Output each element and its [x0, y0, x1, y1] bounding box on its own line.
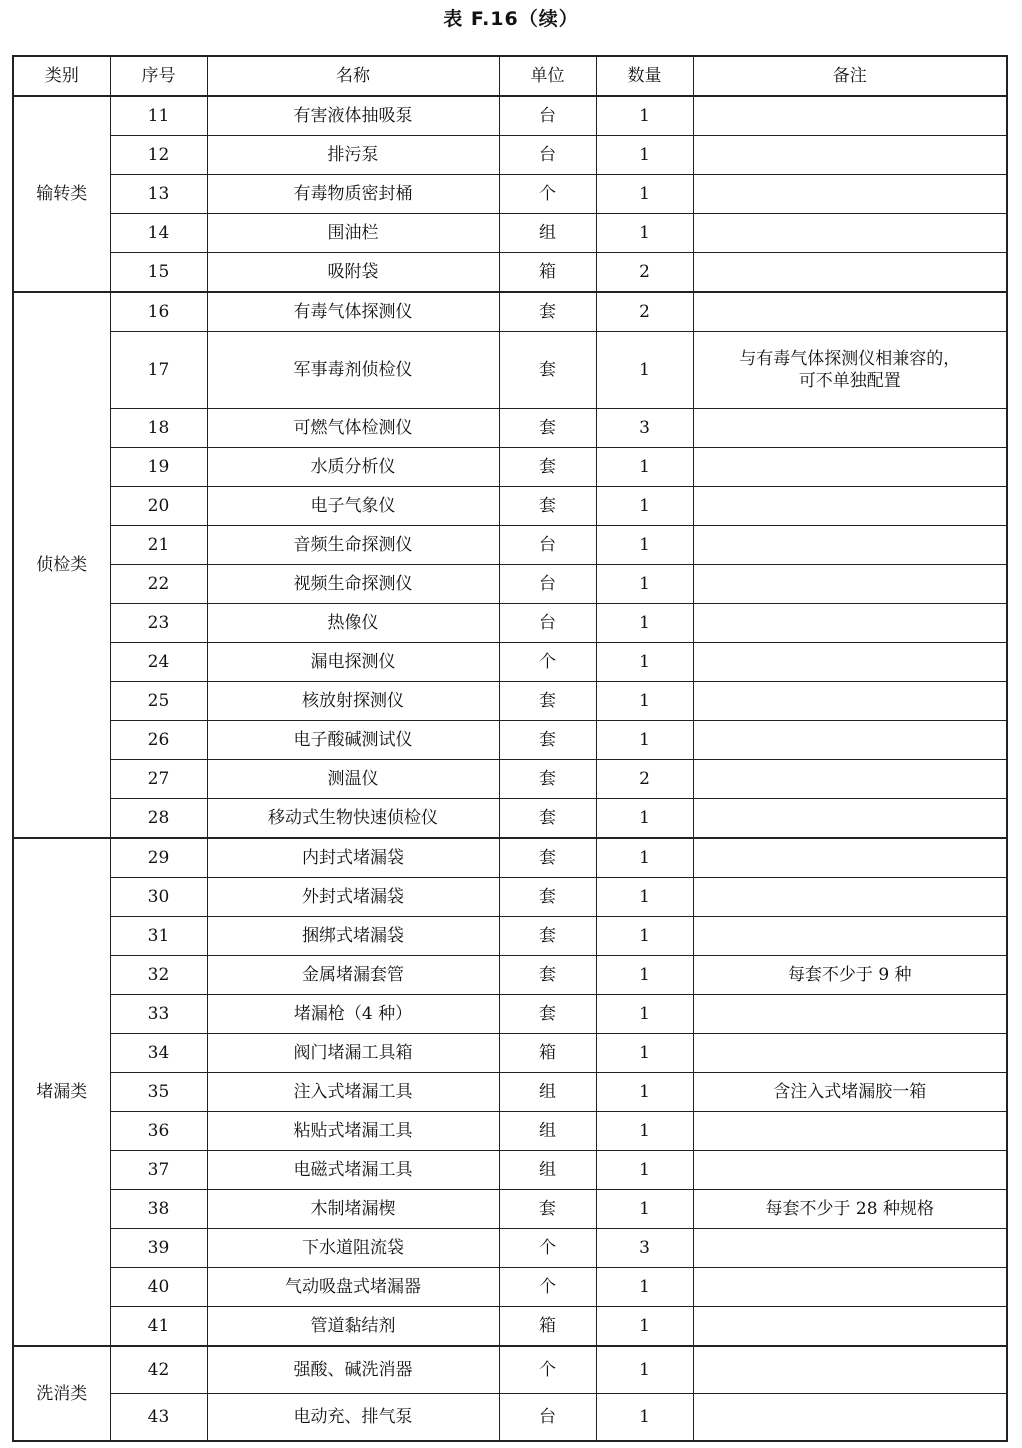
- quantity-cell: 1: [596, 1394, 693, 1442]
- name-cell: 阀门堵漏工具箱: [207, 1034, 499, 1073]
- note-cell: [693, 1307, 1007, 1347]
- number-cell: 28: [110, 799, 207, 839]
- note-cell: [693, 253, 1007, 293]
- note-cell: [693, 721, 1007, 760]
- note-cell: [693, 136, 1007, 175]
- note-cell: [693, 1229, 1007, 1268]
- name-cell: 捆绑式堵漏袋: [207, 917, 499, 956]
- table-row: [13, 175, 1007, 214]
- category-cell: 堵漏类: [13, 838, 110, 1346]
- number-cell: 23: [110, 604, 207, 643]
- number-cell: 22: [110, 565, 207, 604]
- quantity-cell: 1: [596, 1112, 693, 1151]
- header-row: [13, 56, 1007, 96]
- name-cell: 移动式生物快速侦检仪: [207, 799, 499, 839]
- table-row: [13, 526, 1007, 565]
- note-cell: [693, 1394, 1007, 1442]
- number-cell: 41: [110, 1307, 207, 1347]
- quantity-cell: 1: [596, 526, 693, 565]
- note-cell: [693, 292, 1007, 332]
- name-cell: 外封式堵漏袋: [207, 878, 499, 917]
- number-cell: 18: [110, 409, 207, 448]
- unit-cell: 套: [499, 721, 596, 760]
- table-row: [13, 487, 1007, 526]
- unit-cell: 套: [499, 799, 596, 839]
- number-cell: 42: [110, 1346, 207, 1394]
- note-cell: [693, 643, 1007, 682]
- number-cell: 14: [110, 214, 207, 253]
- note-cell: [693, 214, 1007, 253]
- number-cell: 13: [110, 175, 207, 214]
- name-cell: 漏电探测仪: [207, 643, 499, 682]
- quantity-cell: 1: [596, 838, 693, 878]
- unit-cell: 套: [499, 682, 596, 721]
- unit-cell: 套: [499, 838, 596, 878]
- table-row: [13, 1073, 1007, 1112]
- table-row: [13, 1229, 1007, 1268]
- note-cell: 每套不少于 9 种: [693, 956, 1007, 995]
- unit-cell: 套: [499, 917, 596, 956]
- number-cell: 25: [110, 682, 207, 721]
- category-cell: 侦检类: [13, 292, 110, 838]
- table-row: [13, 214, 1007, 253]
- unit-cell: 套: [499, 760, 596, 799]
- note-cell: 每套不少于 28 种规格: [693, 1190, 1007, 1229]
- quantity-cell: 1: [596, 917, 693, 956]
- unit-cell: 箱: [499, 1034, 596, 1073]
- note-cell: [693, 878, 1007, 917]
- quantity-cell: 2: [596, 253, 693, 293]
- quantity-cell: 1: [596, 956, 693, 995]
- table-row: [13, 292, 1007, 332]
- number-cell: 43: [110, 1394, 207, 1442]
- note-cell: [693, 96, 1007, 136]
- unit-cell: 套: [499, 292, 596, 332]
- note-cell: [693, 604, 1007, 643]
- quantity-cell: 1: [596, 682, 693, 721]
- table-row: [13, 136, 1007, 175]
- unit-cell: 组: [499, 214, 596, 253]
- table-row: [13, 760, 1007, 799]
- quantity-cell: 1: [596, 175, 693, 214]
- number-cell: 36: [110, 1112, 207, 1151]
- note-cell: 含注入式堵漏胶一箱: [693, 1073, 1007, 1112]
- unit-cell: 台: [499, 136, 596, 175]
- quantity-cell: 1: [596, 1034, 693, 1073]
- note-cell: [693, 448, 1007, 487]
- unit-cell: 个: [499, 1229, 596, 1268]
- number-cell: 27: [110, 760, 207, 799]
- unit-cell: 台: [499, 1394, 596, 1442]
- number-cell: 24: [110, 643, 207, 682]
- header-quantity: 数量: [596, 56, 693, 96]
- number-cell: 16: [110, 292, 207, 332]
- name-cell: 电动充、排气泵: [207, 1394, 499, 1442]
- name-cell: 有毒气体探测仪: [207, 292, 499, 332]
- table-row: [13, 1190, 1007, 1229]
- table-row: [13, 448, 1007, 487]
- unit-cell: 组: [499, 1112, 596, 1151]
- note-cell: [693, 526, 1007, 565]
- table-row: [13, 1034, 1007, 1073]
- name-cell: 水质分析仪: [207, 448, 499, 487]
- number-cell: 32: [110, 956, 207, 995]
- note-cell: [693, 175, 1007, 214]
- unit-cell: 套: [499, 878, 596, 917]
- unit-cell: 套: [499, 995, 596, 1034]
- quantity-cell: 1: [596, 96, 693, 136]
- header-number: 序号: [110, 56, 207, 96]
- name-cell: 有害液体抽吸泵: [207, 96, 499, 136]
- table-row: [13, 682, 1007, 721]
- name-cell: 吸附袋: [207, 253, 499, 293]
- number-cell: 19: [110, 448, 207, 487]
- name-cell: 音频生命探测仪: [207, 526, 499, 565]
- number-cell: 38: [110, 1190, 207, 1229]
- name-cell: 电子酸碱测试仪: [207, 721, 499, 760]
- unit-cell: 个: [499, 1268, 596, 1307]
- note-cell: 与有毒气体探测仪相兼容的， 可不单独配置: [693, 332, 1007, 409]
- header-name: 名称: [207, 56, 499, 96]
- note-cell: [693, 1268, 1007, 1307]
- name-cell: 木制堵漏楔: [207, 1190, 499, 1229]
- table-row: [13, 721, 1007, 760]
- name-cell: 金属堵漏套管: [207, 956, 499, 995]
- quantity-cell: 1: [596, 604, 693, 643]
- number-cell: 34: [110, 1034, 207, 1073]
- unit-cell: 台: [499, 526, 596, 565]
- name-cell: 视频生命探测仪: [207, 565, 499, 604]
- number-cell: 31: [110, 917, 207, 956]
- quantity-cell: 1: [596, 487, 693, 526]
- table-row: [13, 332, 1007, 409]
- quantity-cell: 1: [596, 565, 693, 604]
- note-cell: [693, 1034, 1007, 1073]
- name-cell: 可燃气体检测仪: [207, 409, 499, 448]
- note-cell: [693, 799, 1007, 839]
- quantity-cell: 3: [596, 1229, 693, 1268]
- name-cell: 有毒物质密封桶: [207, 175, 499, 214]
- name-cell: 电子气象仪: [207, 487, 499, 526]
- unit-cell: 套: [499, 409, 596, 448]
- table-row: [13, 1307, 1007, 1347]
- name-cell: 排污泵: [207, 136, 499, 175]
- name-cell: 管道黏结剂: [207, 1307, 499, 1347]
- number-cell: 30: [110, 878, 207, 917]
- number-cell: 17: [110, 332, 207, 409]
- table-row: [13, 643, 1007, 682]
- number-cell: 12: [110, 136, 207, 175]
- quantity-cell: 1: [596, 721, 693, 760]
- name-cell: 核放射探测仪: [207, 682, 499, 721]
- name-cell: 围油栏: [207, 214, 499, 253]
- name-cell: 热像仪: [207, 604, 499, 643]
- quantity-cell: 1: [596, 799, 693, 839]
- quantity-cell: 1: [596, 1268, 693, 1307]
- quantity-cell: 3: [596, 409, 693, 448]
- table-row: [13, 995, 1007, 1034]
- quantity-cell: 1: [596, 332, 693, 409]
- note-cell: [693, 838, 1007, 878]
- quantity-cell: 2: [596, 292, 693, 332]
- quantity-cell: 1: [596, 643, 693, 682]
- number-cell: 21: [110, 526, 207, 565]
- equipment-table: [12, 55, 1008, 1442]
- note-cell: [693, 917, 1007, 956]
- table-row: [13, 1268, 1007, 1307]
- note-cell: [693, 995, 1007, 1034]
- table-row: [13, 917, 1007, 956]
- number-cell: 11: [110, 96, 207, 136]
- note-cell: [693, 1151, 1007, 1190]
- table-row: [13, 565, 1007, 604]
- table-row: [13, 96, 1007, 136]
- name-cell: 粘贴式堵漏工具: [207, 1112, 499, 1151]
- header-category: 类别: [13, 56, 110, 96]
- table-title: 表 F.16（续）: [443, 8, 579, 30]
- note-cell: [693, 760, 1007, 799]
- unit-cell: 套: [499, 956, 596, 995]
- table-row: [13, 838, 1007, 878]
- quantity-cell: 1: [596, 1346, 693, 1394]
- table-row: [13, 253, 1007, 293]
- unit-cell: 个: [499, 1346, 596, 1394]
- note-cell: [693, 565, 1007, 604]
- name-cell: 下水道阻流袋: [207, 1229, 499, 1268]
- name-cell: 注入式堵漏工具: [207, 1073, 499, 1112]
- category-cell: 输转类: [13, 96, 110, 292]
- name-cell: 测温仪: [207, 760, 499, 799]
- name-cell: 强酸、碱洗消器: [207, 1346, 499, 1394]
- number-cell: 33: [110, 995, 207, 1034]
- name-cell: 气动吸盘式堵漏器: [207, 1268, 499, 1307]
- unit-cell: 套: [499, 332, 596, 409]
- note-cell: [693, 409, 1007, 448]
- unit-cell: 组: [499, 1151, 596, 1190]
- number-cell: 20: [110, 487, 207, 526]
- number-cell: 26: [110, 721, 207, 760]
- table-row: [13, 604, 1007, 643]
- number-cell: 39: [110, 1229, 207, 1268]
- table-row: [13, 1112, 1007, 1151]
- number-cell: 35: [110, 1073, 207, 1112]
- unit-cell: 套: [499, 487, 596, 526]
- table-row: [13, 1346, 1007, 1394]
- quantity-cell: 1: [596, 878, 693, 917]
- quantity-cell: 1: [596, 1151, 693, 1190]
- table-body: [13, 96, 1007, 1441]
- unit-cell: 台: [499, 565, 596, 604]
- quantity-cell: 1: [596, 995, 693, 1034]
- unit-cell: 台: [499, 96, 596, 136]
- number-cell: 29: [110, 838, 207, 878]
- quantity-cell: 1: [596, 1307, 693, 1347]
- table-row: [13, 799, 1007, 839]
- table-row: [13, 409, 1007, 448]
- note-cell: [693, 682, 1007, 721]
- note-cell: [693, 487, 1007, 526]
- unit-cell: 套: [499, 448, 596, 487]
- table-row: [13, 1151, 1007, 1190]
- name-cell: 堵漏枪（4 种）: [207, 995, 499, 1034]
- table-row: [13, 956, 1007, 995]
- unit-cell: 台: [499, 604, 596, 643]
- quantity-cell: 1: [596, 1073, 693, 1112]
- number-cell: 37: [110, 1151, 207, 1190]
- table-row: [13, 1394, 1007, 1442]
- quantity-cell: 1: [596, 136, 693, 175]
- note-cell: [693, 1346, 1007, 1394]
- unit-cell: 个: [499, 175, 596, 214]
- number-cell: 40: [110, 1268, 207, 1307]
- unit-cell: 箱: [499, 253, 596, 293]
- header-unit: 单位: [499, 56, 596, 96]
- number-cell: 15: [110, 253, 207, 293]
- unit-cell: 个: [499, 643, 596, 682]
- quantity-cell: 2: [596, 760, 693, 799]
- quantity-cell: 1: [596, 1190, 693, 1229]
- name-cell: 军事毒剂侦检仪: [207, 332, 499, 409]
- quantity-cell: 1: [596, 448, 693, 487]
- name-cell: 内封式堵漏袋: [207, 838, 499, 878]
- category-cell: 洗消类: [13, 1346, 110, 1441]
- unit-cell: 组: [499, 1073, 596, 1112]
- unit-cell: 箱: [499, 1307, 596, 1347]
- quantity-cell: 1: [596, 214, 693, 253]
- table-row: [13, 878, 1007, 917]
- note-cell: [693, 1112, 1007, 1151]
- header-note: 备注: [693, 56, 1007, 96]
- name-cell: 电磁式堵漏工具: [207, 1151, 499, 1190]
- unit-cell: 套: [499, 1190, 596, 1229]
